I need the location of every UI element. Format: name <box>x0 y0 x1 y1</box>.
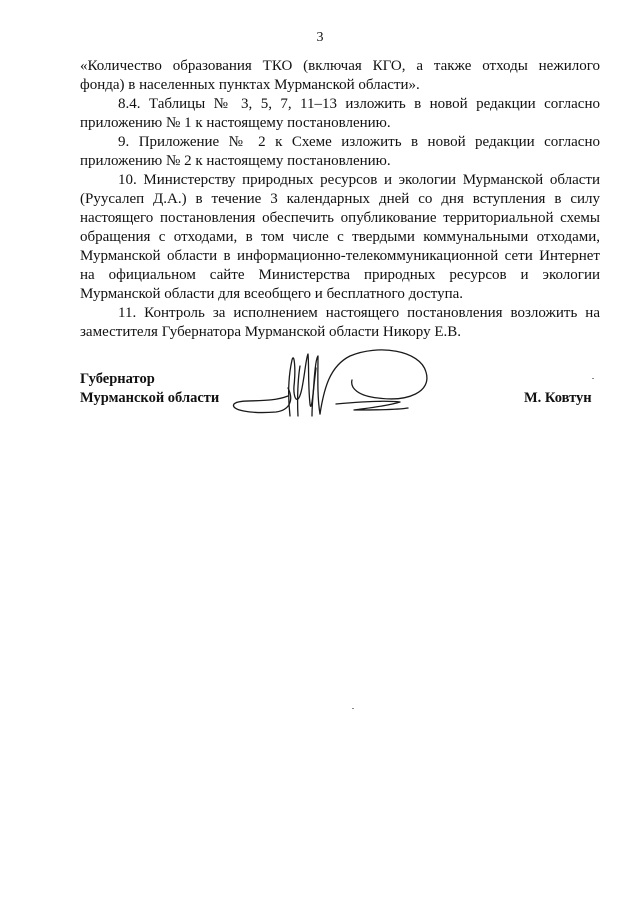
page-number: 3 <box>316 30 324 45</box>
scan-speck <box>592 378 594 379</box>
handwritten-signature <box>228 338 438 448</box>
text-line: обращения с отходами, в том числе с твердыми коммунальными отходами, <box>80 229 600 245</box>
text-line: (Руусалеп Д.А.) в течение 3 календарных дней со дня вступления в силу <box>80 191 600 207</box>
text-line: фонда) в населенных пунктах Мурманской области». <box>80 77 420 93</box>
text-line: настоящего постановления обеспечить опубликование территориальной схемы <box>80 210 600 226</box>
text-line: Мурманской области для всеобщего и бесплатного доступа. <box>80 286 464 302</box>
text-line: приложению № 1 к настоящему постановлению. <box>80 115 391 131</box>
text-line: приложению № 2 к настоящему постановлению. <box>80 153 391 169</box>
text-line: 9. Приложение № 2 к Схеме изложить в новой редакции согласно <box>118 134 600 150</box>
text-line: заместителя Губернатора Мурманской области Никору Е.В. <box>80 324 462 340</box>
scan-speck <box>352 708 354 709</box>
text-line: «Количество образования ТКО (включая КГО, а также отходы нежилого <box>80 58 600 74</box>
text-line: на официальном сайте Министерства природных ресурсов и экологии <box>80 267 600 283</box>
text-line: Мурманской области в информационно-телекоммуникационной сети Интернет <box>80 248 600 264</box>
text-line: 10. Министерству природных ресурсов и экологии Мурманской области <box>118 172 600 188</box>
text-line: 11. Контроль за исполнением настоящего постановления возложить на <box>118 305 600 321</box>
text-line: 8.4. Таблицы № 3, 5, 7, 11–13 изложить в новой редакции согласно <box>118 96 600 112</box>
signer-position-line1: Губернатор <box>80 371 155 387</box>
signer-name: М. Ковтун <box>524 390 592 406</box>
signer-position-line2: Мурманской области <box>80 390 220 406</box>
